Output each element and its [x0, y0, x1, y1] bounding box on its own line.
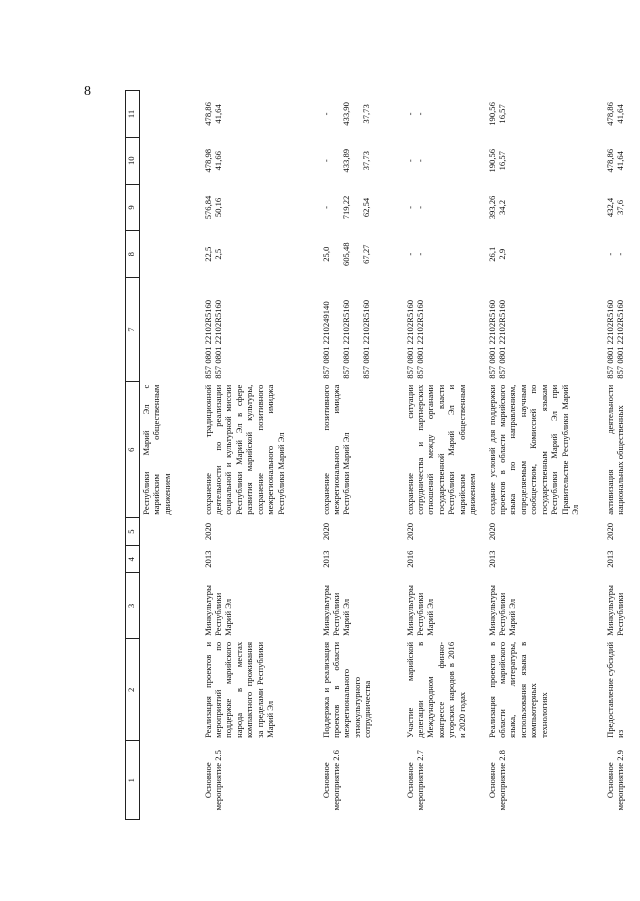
cell-description: Поддержка и реализация проектов в области межрегионального этнокультурного сотрудничества — [320, 641, 373, 738]
value-line: - — [414, 252, 425, 256]
value-line: 2,9 — [496, 248, 507, 260]
cell-event-name: Основное мероприятие 2.8 — [486, 750, 507, 811]
column-number: 6 — [126, 382, 140, 518]
cell-start-year: 2013 — [604, 550, 615, 568]
value-line: 25,0 — [320, 246, 331, 262]
value-line: - — [320, 159, 331, 163]
budget-code-line: 857 0801 22102R5160 — [404, 299, 415, 379]
value-line: 719,22 — [340, 195, 351, 220]
value-line: 41,64 — [614, 104, 625, 124]
value-line: 190,56 — [486, 148, 497, 173]
column-number: 3 — [126, 573, 140, 639]
cell-expected-result: активизация деятельности национальных общественных — [604, 384, 625, 515]
cell-event-name: Основное мероприятие 2.7 — [404, 750, 425, 811]
cell-end-year: 2020 — [404, 522, 415, 541]
value-line: 433,89 — [340, 148, 351, 173]
column-number: 8 — [126, 231, 140, 278]
cell-value-8 — [486, 231, 604, 278]
budget-code-line: 857 0801 2210249140 — [320, 301, 331, 379]
cell-value-10 — [140, 137, 202, 184]
value-line: 190,56 — [486, 102, 497, 126]
table-row — [404, 91, 486, 820]
value-line: 433,90 — [340, 102, 351, 126]
cell-budget-code — [486, 278, 604, 382]
budget-code-line: 857 0801 22102R5160 — [604, 299, 615, 379]
value-line: 393,26 — [486, 195, 497, 220]
value-line: 67,27 — [361, 244, 372, 264]
cell-value-11 — [604, 91, 634, 138]
value-line: 26,1 — [486, 246, 497, 262]
value-line: - — [404, 206, 415, 209]
cell-start-year: 2013 — [202, 550, 213, 568]
cell-end-year: 2020 — [202, 522, 213, 541]
value-line: - — [320, 112, 331, 116]
cell-executor: Минкультуры Республики Марий Эл — [486, 585, 518, 636]
budget-code-line: 857 0801 22102R5160 — [496, 299, 507, 379]
cell-budget-code — [604, 278, 634, 382]
cell-value-8 — [604, 231, 634, 278]
table-row — [140, 91, 202, 820]
value-line: 16,57 — [496, 104, 507, 124]
cell-value-9 — [140, 184, 202, 231]
cell-value-9 — [404, 184, 486, 231]
table-row — [604, 91, 634, 820]
table-row — [320, 91, 404, 820]
cell-executor: Минкультуры Республики Марий Эл — [202, 585, 234, 636]
value-line: 41,64 — [614, 151, 625, 171]
cell-value-10 — [604, 137, 634, 184]
cell-end-year: 2020 — [604, 522, 615, 541]
value-line: 605,48 — [340, 242, 351, 267]
value-line: - — [614, 252, 625, 256]
cell-value-8 — [404, 231, 486, 278]
cell-value-11 — [202, 91, 320, 138]
cell-value-9 — [202, 184, 320, 231]
cell-description: Реализация проектов и мероприятий по поддержке марийского народа в местах компактного проживания за пределами Республики Марий Эл — [202, 641, 276, 738]
cell-value-10 — [320, 137, 404, 184]
cell-value-9 — [486, 184, 604, 231]
column-number: 4 — [126, 545, 140, 573]
column-number: 5 — [126, 518, 140, 546]
column-number: 2 — [126, 639, 140, 741]
cell-executor: Минкультуры Республики Марий Эл — [404, 585, 436, 636]
cell-value-11 — [486, 91, 604, 138]
value-line: - — [404, 159, 415, 163]
column-number: 7 — [126, 278, 140, 382]
cell-value-10 — [404, 137, 486, 184]
value-line: - — [604, 252, 615, 256]
cell-expected-result: создание условий для поддержки проектов в области марийского языка по направлениям, определяемым научным сообществом, Комиссией по государственным языкам Республики Марий Эл при Правительстве Республики Марий Эл — [486, 384, 581, 515]
cell-budget-code — [202, 278, 320, 382]
column-number-row — [126, 91, 140, 820]
value-line: 478,86 — [604, 102, 615, 126]
cell-value-8 — [140, 231, 202, 278]
value-line: 478,86 — [604, 148, 615, 173]
cell-value-11 — [404, 91, 486, 138]
cell-executor — [140, 573, 202, 639]
value-line: - — [404, 252, 415, 256]
cell-expected-result: сохранение позитивного межрегионального имиджа Республики Марий Эл — [320, 384, 352, 515]
cell-executor: Минкультуры Республики — [604, 585, 625, 636]
cell-expected-result: Республики Марий Эл с марийским общественным движением — [141, 384, 172, 515]
value-line: 37,73 — [361, 151, 372, 171]
cell-value-9 — [320, 184, 404, 231]
cell-event-name: Основное мероприятие 2.5 — [202, 750, 223, 811]
column-number: 11 — [126, 91, 140, 138]
value-line: 478,98 — [202, 148, 213, 173]
column-number: 1 — [126, 741, 140, 820]
budget-code-line: 857 0801 22102R5160 — [361, 299, 372, 379]
cell-event-name: Основное мероприятие 2.9 — [604, 750, 625, 811]
value-line: 34,2 — [496, 199, 507, 215]
value-line: 16,57 — [496, 151, 507, 171]
value-line: - — [414, 112, 425, 116]
cell-value-8 — [320, 231, 404, 278]
value-line: 37,6 — [614, 199, 625, 215]
cell-budget-code — [404, 278, 486, 382]
rotated-table-container — [125, 90, 625, 820]
budget-code-line: 857 0801 22102R5160 — [212, 299, 223, 379]
table-row — [486, 91, 604, 820]
cell-value-11 — [140, 91, 202, 138]
value-line: - — [320, 206, 331, 209]
cell-start-year — [140, 545, 202, 573]
cell-start-year: 2016 — [404, 550, 415, 568]
budget-table — [125, 90, 634, 820]
table-row — [202, 91, 320, 820]
value-line: - — [404, 112, 415, 116]
cell-description: Реализация проектов в области марийского языка, литературы, использования языка в компьютерных технологиях — [486, 641, 549, 738]
value-line: 432,4 — [604, 197, 615, 218]
value-line: - — [414, 159, 425, 163]
cell-description: Предоставление субсидий из — [604, 641, 625, 738]
cell-description — [140, 639, 202, 741]
budget-code-line: 857 0801 22102R5160 — [340, 299, 351, 379]
value-line: - — [414, 206, 425, 209]
value-line: 22,5 — [202, 246, 213, 262]
value-line: 50,16 — [212, 197, 223, 218]
cell-end-year: 2020 — [320, 522, 331, 541]
page-number: 8 — [84, 84, 91, 99]
cell-event-name — [140, 741, 202, 820]
budget-code-line: 857 0801 22102R5160 — [614, 299, 625, 379]
cell-end-year — [140, 518, 202, 546]
cell-start-year: 2013 — [320, 550, 331, 568]
cell-value-10 — [202, 137, 320, 184]
cell-event-name: Основное мероприятие 2.6 — [320, 750, 341, 811]
budget-code-line: 857 0801 22102R5160 — [202, 299, 213, 379]
cell-value-11 — [320, 91, 404, 138]
cell-start-year: 2013 — [486, 550, 497, 568]
cell-expected-result: сохранение традиционной деятельности по реализации социальной и культурной миссии Республики Марий Эл в сфере развития марийской культуры, сохранение позитивного межрегионального имиджа Республики Марий Эл — [202, 384, 286, 515]
cell-budget-code — [140, 278, 202, 382]
cell-description: Участие марийской делегации в Международном конгрессе финно-угорских народов в 2016 и 2020 годах — [404, 641, 467, 738]
value-line: 576,84 — [202, 195, 213, 220]
budget-code-line: 857 0801 22102R5160 — [414, 299, 425, 379]
cell-value-10 — [486, 137, 604, 184]
value-line: 37,73 — [361, 104, 372, 124]
cell-executor: Минкультуры Республики Марий Эл — [320, 585, 352, 636]
value-line: 62,54 — [361, 197, 372, 218]
cell-value-9 — [604, 184, 634, 231]
value-line: 478,86 — [202, 102, 213, 126]
column-number: 9 — [126, 184, 140, 231]
value-line: 2,5 — [212, 248, 223, 260]
cell-expected-result: сохранение ситуации сотрудничества и партнерских отношений между органами государственной власти Республики Марий Эл и марийским общественным движением — [404, 384, 478, 515]
cell-end-year: 2020 — [486, 522, 497, 541]
budget-code-line: 857 0801 22102R5160 — [486, 299, 497, 379]
value-line: 41,66 — [212, 151, 223, 171]
cell-budget-code — [320, 278, 404, 382]
value-line: 41,64 — [212, 104, 223, 124]
cell-value-8 — [202, 231, 320, 278]
column-number: 10 — [126, 137, 140, 184]
